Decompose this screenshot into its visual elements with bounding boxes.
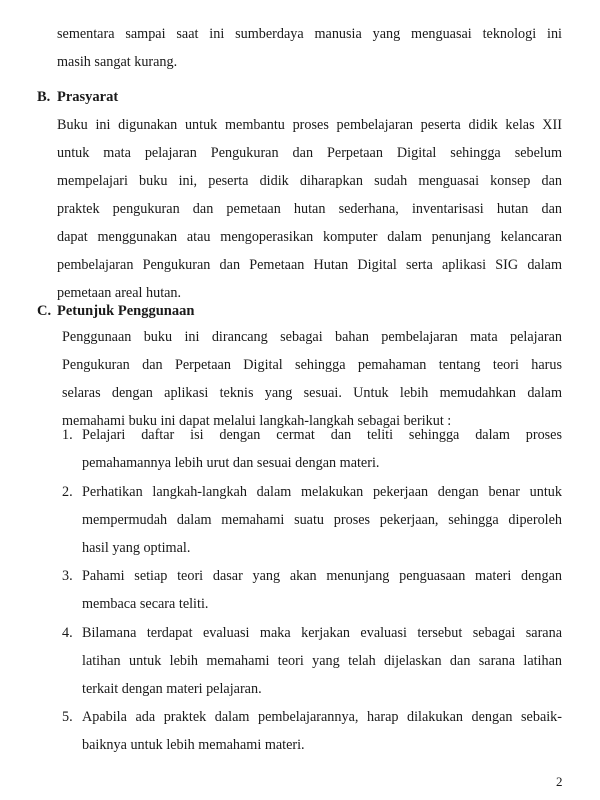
paragraph-line: masih sangat kurang. bbox=[57, 54, 178, 70]
list-item-line: latihan untuk lebih memahami teori yang telah dijelaskan dan sarana latihan bbox=[82, 653, 562, 669]
paragraph-line: untuk mata pelajaran Pengukuran dan Perpetaan Digital sehingga sebelum bbox=[57, 145, 562, 161]
paragraph-line: selaras dengan aplikasi teknis yang sesuai. Untuk lebih memudahkan dalam bbox=[62, 385, 562, 401]
section-title: Petunjuk Penggunaan bbox=[57, 303, 195, 319]
section-title: Prasyarat bbox=[57, 89, 119, 105]
paragraph-line: Pengukuran dan Perpetaan Digital sehingga pemahaman tentang teori harus bbox=[62, 357, 562, 373]
section-letter: B. bbox=[37, 89, 51, 105]
list-item-number: 1. bbox=[62, 427, 73, 443]
paragraph-line: Penggunaan buku ini dirancang sebagai bahan pembelajaran mata pelajaran bbox=[62, 329, 562, 345]
list-item-number: 2. bbox=[62, 484, 73, 500]
list-item-line: terkait dengan materi pelajaran. bbox=[82, 681, 262, 697]
list-item-line: Bilamana terdapat evaluasi maka kerjakan evaluasi tersebut sebagai sarana bbox=[82, 625, 562, 641]
paragraph-line: Buku ini digunakan untuk membantu proses pembelajaran peserta didik kelas XII bbox=[57, 117, 562, 133]
paragraph-line: mempelajari buku ini, peserta didik diharapkan sudah menguasai konsep dan bbox=[57, 173, 562, 189]
list-item-line: Pahami setiap teori dasar yang akan menunjang penguasaan materi dengan bbox=[82, 568, 562, 584]
page-number: 2 bbox=[556, 774, 563, 789]
paragraph-line: pemetaan areal hutan. bbox=[57, 285, 182, 301]
list-item-line: Pelajari daftar isi dengan cermat dan teliti sehingga dalam proses bbox=[82, 427, 562, 443]
list-item-line: membaca secara teliti. bbox=[82, 596, 209, 612]
list-item-line: Perhatikan langkah-langkah dalam melakukan pekerjaan dengan benar untuk bbox=[82, 484, 562, 500]
list-item-line: mempermudah dalam memahami suatu proses pekerjaan, sehingga diperoleh bbox=[82, 512, 562, 528]
paragraph-line: memahami buku ini dapat melalui langkah-langkah sebagai berikut : bbox=[62, 413, 452, 429]
list-item-line: pemahamannya lebih urut dan sesuai dengan materi. bbox=[82, 455, 380, 471]
list-item-number: 3. bbox=[62, 568, 73, 584]
paragraph-line: sementara sampai saat ini sumberdaya manusia yang menguasai teknologi ini bbox=[57, 26, 562, 42]
list-item-number: 5. bbox=[62, 709, 73, 725]
section-letter: C. bbox=[37, 303, 52, 319]
list-item-number: 4. bbox=[62, 625, 73, 641]
list-item-line: baiknya untuk lebih memahami materi. bbox=[82, 737, 305, 753]
paragraph-line: praktek pengukuran dan pemetaan hutan sederhana, inventarisasi hutan dan bbox=[57, 201, 562, 217]
paragraph-line: pembelajaran Pengukuran dan Pemetaan Hutan Digital serta aplikasi SIG dalam bbox=[57, 257, 562, 273]
list-item-line: hasil yang optimal. bbox=[82, 540, 191, 556]
list-item-line: Apabila ada praktek dalam pembelajarannya, harap dilakukan dengan sebaik- bbox=[82, 709, 562, 725]
paragraph-line: dapat menggunakan atau mengoperasikan komputer dalam penunjang kelancaran bbox=[57, 229, 562, 245]
